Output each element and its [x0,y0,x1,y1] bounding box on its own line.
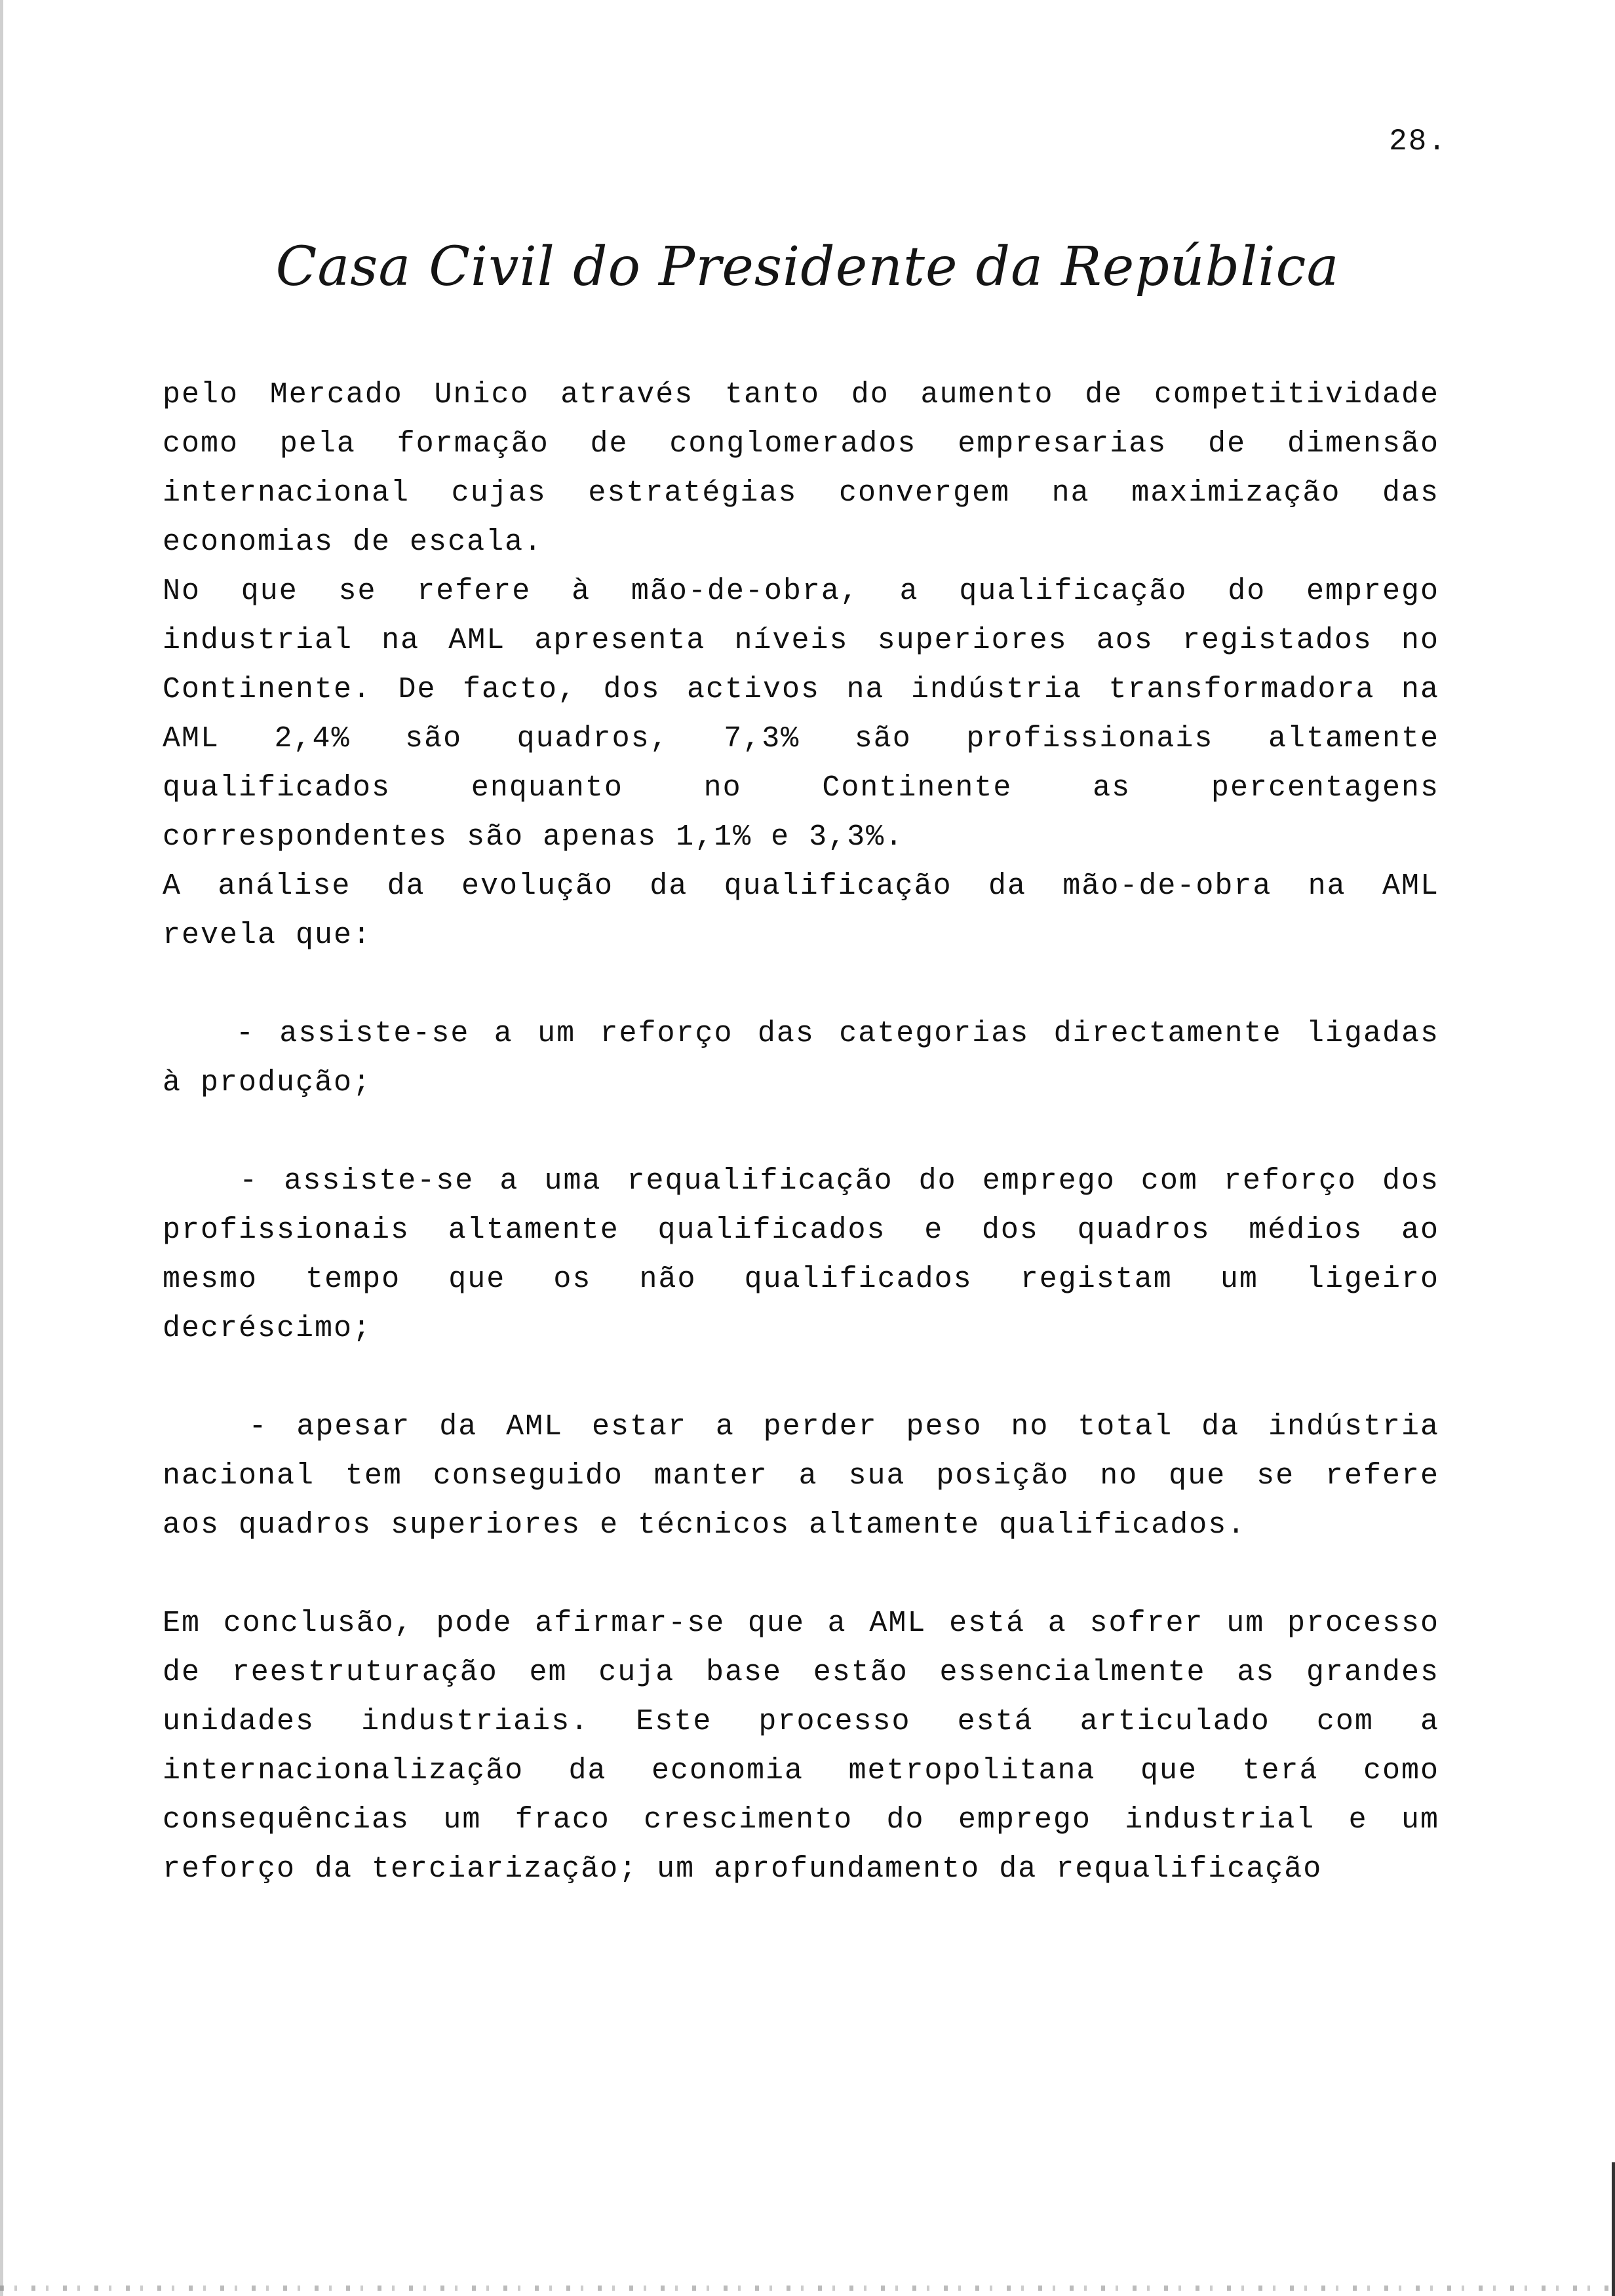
bullet-line: - apesar da AML estar a perder peso no total da indústria [163,1410,1439,1444]
bullet-line: - assiste-se a um reforço das categorias directamente ligadas [163,1017,1439,1050]
text-line: pelo Mercado Unico através tanto do aumento de competitividade [163,378,1439,411]
text-line: A análise da evolução da qualificação da mão-de-obra na AML [163,870,1439,903]
text-line: correspondentes são apenas 1,1% e 3,3%. [163,820,905,854]
text-line: revela que: [163,919,372,952]
text-line: Continente. De facto, dos activos na indústria transformadora na [163,673,1439,706]
body-text [163,370,1439,1894]
scan-right-edge [1612,2162,1615,2296]
text-line: unidades industriais. Este processo está articulado com a [163,1705,1439,1738]
text-line: consequências um fraco crescimento do emprego industrial e um [163,1803,1439,1837]
text-line: reforço da terciarização; um aprofundamento da requalificação [163,1852,1323,1886]
bullet-line: - assiste-se a uma requalificação do emprego com reforço dos [163,1164,1439,1198]
text-line: qualificados enquanto no Continente as percentagens [163,771,1439,805]
text-line: Em conclusão, pode afirmar-se que a AML está a sofrer um processo [163,1607,1439,1640]
bullet-line: mesmo tempo que os não qualificados registam um ligeiro [163,1263,1439,1296]
text-line: como pela formação de conglomerados empresarias de dimensão [163,427,1439,461]
text-line: industrial na AML apresenta níveis superiores aos registados no [163,624,1439,657]
text-line: internacionalização da economia metropolitana que terá como [163,1754,1439,1788]
text-line: economias de escala. [163,526,543,559]
text-line: No que se refere à mão-de-obra, a qualificação do emprego [163,575,1439,608]
bullet-line: à produção; [163,1066,372,1100]
letterhead: Casa Civil do Presidente da República [275,236,1340,298]
page-number: 28. [1389,124,1447,159]
bullet-line: nacional tem conseguido manter a sua posição no que se refere [163,1459,1439,1493]
bullet-line: profissionais altamente qualificados e dos quadros médios ao [163,1214,1439,1247]
text-line: internacional cujas estratégias convergem na maximização das [163,476,1439,510]
scan-bottom-noise [0,2286,1615,2291]
bullet-line: decréscimo; [163,1312,372,1345]
text-line: de reestruturação em cuja base estão essencialmente as grandes [163,1656,1439,1689]
text-line: AML 2,4% são quadros, 7,3% são profissionais altamente [163,722,1439,756]
scan-left-edge [0,0,3,2296]
bullet-line: aos quadros superiores e técnicos altamente qualificados. [163,1508,1247,1542]
